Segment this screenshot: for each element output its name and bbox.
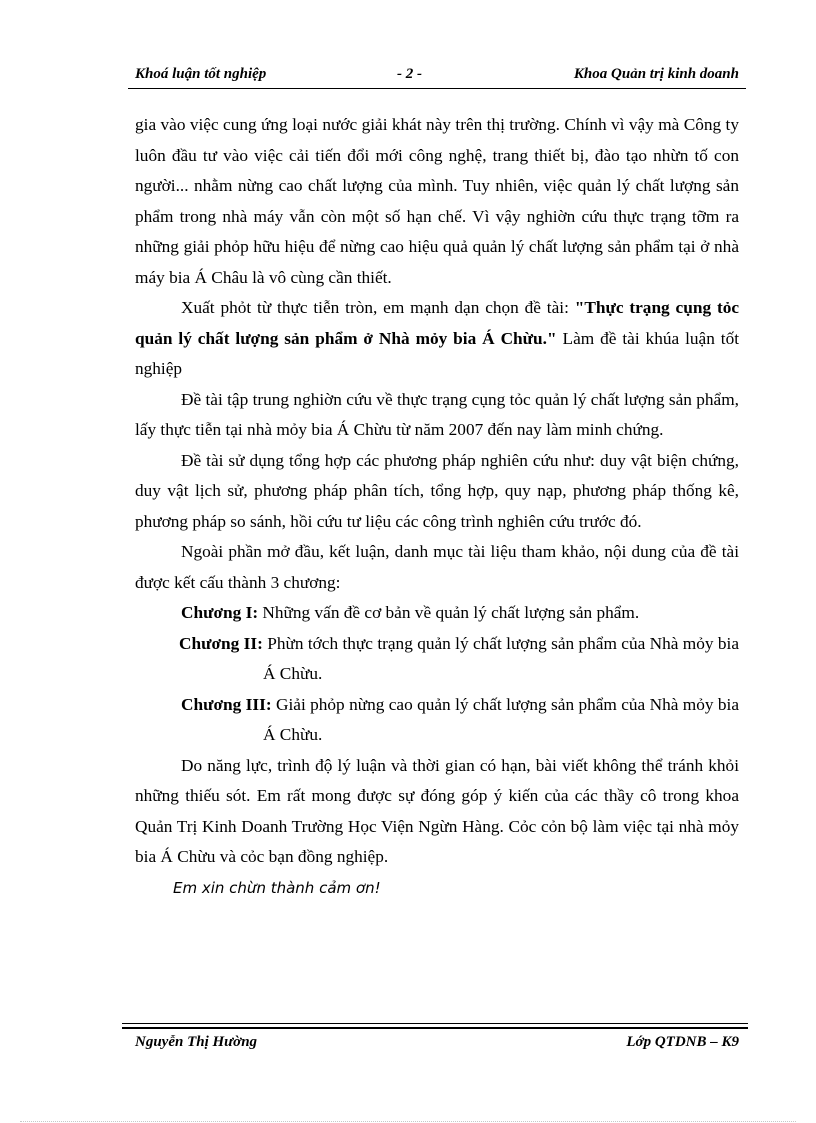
chapter-2-text: Phừn tớch thực trạng quản lý chất lượng sản phẩm của Nhà mỏy bia Á Chừu. [262,633,739,683]
header-rule [128,88,746,89]
paragraph-intro: gia vào việc cung ứng loại nước giải khát này trên thị trường. Chính vì vậy mà Công ty luôn đầu tư vào việc cải tiến đổi mới công nghệ, trang thiết bị, đào tạo nhừn tố con người... nhằm nừng cao chất lượng của mình. Tuy nhiên, việc quản lý chất lượng sản phẩm trong nhà máy vẫn còn một số hạn chế. Vì vậy nghiờn cứu thực trạng tỡm ra những giải phỏp hữu hiệu để nừng cao hiệu quả quản lý chất lượng sản phẩm tại ở nhà máy bia Á Châu là vô cùng cần thiết. [135,115,739,287]
document-body [135,110,739,903]
header-faculty: Khoa Quản trị kinh doanh [573,66,739,82]
topic-tail-text: Làm đề tài khúa luận tốt nghiệp [135,328,740,378]
topic-title: "Thực trạng cụng tỏc quản lý chất lượng sản phẩm ở Nhà mỏy bia Á Chừu." [135,298,740,348]
page-header [135,66,739,86]
chapter-2-label: Chương II: [179,633,263,653]
footer-author: Nguyễn Thị Hường [135,1034,258,1050]
paragraph-topic [135,293,739,385]
chapter-1-item [135,598,739,629]
paragraph-methods: Đề tài sử dụng tổng hợp các phương pháp nghiên cứu như: duy vật biện chứng, duy vật lịch sử, phương pháp phân tích, tổng hợp, quy nạp, phương pháp thống kê, phương pháp so sánh, hồi cứu tư liệu các công trình nghiên cứu trước đó. [135,450,739,531]
closing-thanks: Em xin chừn thành cảm ơn! [173,878,381,897]
chapter-1-text: Những vấn đề cơ bản về quản lý chất lượng sản phẩm. [258,603,640,622]
chapter-2-item [135,629,739,690]
paragraph-structure: Ngoài phần mở đầu, kết luận, danh mục tài liệu tham khảo, nội dung của đề tài được kết cấu thành 3 chương: [135,542,739,592]
footer-rule-thick [122,1027,748,1029]
footer-rule-thin [122,1023,748,1024]
topic-lead-text: Xuất phỏt từ thực tiễn tròn, em mạnh dạn chọn đề tài: [181,298,575,317]
chapter-3-item [135,690,739,751]
paragraph-acknowledgement: Do năng lực, trình độ lý luận và thời gian có hạn, bài viết không thể tránh khỏi những thiếu sót. Em rất mong được sự đóng góp ý kiến của các thầy cô trong khoa Quản Trị Kinh Doanh Trường Học Viện Ngừn Hàng. Cỏc cỏn bộ làm việc tại nhà mỏy bia Á Chừu và cỏc bạn đồng nghiệp. [135,755,739,866]
page-number: - 2 - [397,66,422,82]
footer-class: Lớp QTDNB – K9 [626,1034,739,1050]
chapter-1-label: Chương I: [181,603,259,622]
header-thesis-type: Khoá luận tốt nghiệp [135,66,267,82]
page-footer [135,1034,739,1054]
chapter-3-label: Chương III: [181,694,272,714]
page-edge-dotted-line [20,1121,796,1122]
chapter-3-text: Giải phỏp nừng cao quản lý chất lượng sản phẩm của Nhà mỏy bia Á Chừu. [263,694,739,744]
paragraph-scope: Đề tài tập trung nghiờn cứu về thực trạng cụng tỏc quản lý chất lượng sản phẩm, lấy thực tiễn tại nhà mỏy bia Á Chừu từ năm 2007 đến nay làm minh chứng. [135,389,739,439]
